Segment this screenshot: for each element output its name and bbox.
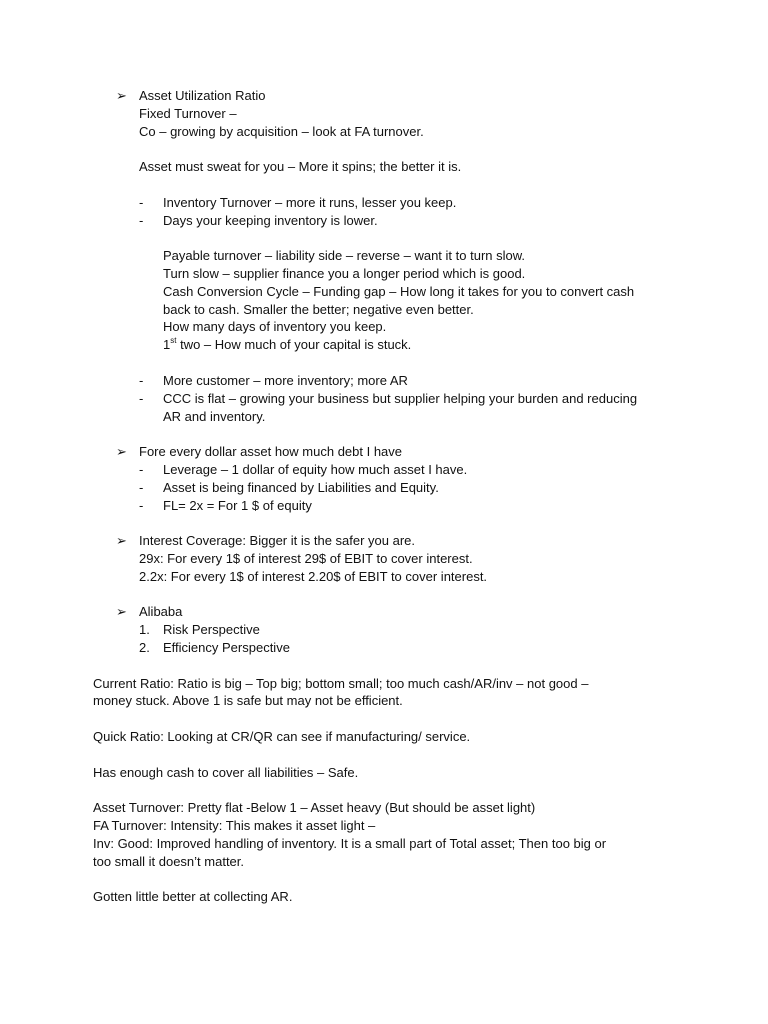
list-item: Days your keeping inventory is lower. [163,213,378,228]
text-line: Cash Conversion Cycle – Funding gap – How long it takes for you to convert cash [163,284,635,299]
dash-bullet: - [139,462,144,477]
list-item: Risk Perspective [163,622,260,637]
list-item: CCC is flat – growing your business but supplier helping your burden and reducing [163,391,638,406]
dash-bullet: - [139,480,144,495]
list-item: Efficiency Perspective [163,640,290,655]
list-item: Inventory Turnover – more it runs, lesser you keep. [163,195,457,210]
section-title-asset-utilization: Asset Utilization Ratio [139,88,266,103]
list-item: Asset is being financed by Liabilities and Equity. [163,480,439,495]
text-line: money stuck. Above 1 is safe but may not be efficient. [93,693,403,708]
arrow-bullet-icon: ➢ [116,533,127,548]
arrow-bullet-icon: ➢ [116,444,127,459]
dash-bullet: - [139,195,144,210]
list-number: 2. [139,640,150,655]
text-line: Quick Ratio: Looking at CR/QR can see if manufacturing/ service. [93,729,471,744]
text-line: How many days of inventory you keep. [163,319,387,334]
arrow-bullet-icon: ➢ [116,604,127,619]
text-line: Asset must sweat for you – More it spins; the better it is. [139,159,462,174]
text-line: 2.2x: For every 1$ of interest 2.20$ of EBIT to cover interest. [139,569,488,584]
section-title-interest-coverage: Interest Coverage: Bigger it is the safer you are. [139,533,416,548]
text-line: Asset Turnover: Pretty flat -Below 1 – Asset heavy (But should be asset light) [93,800,536,815]
list-item: FL= 2x = For 1 $ of equity [163,498,312,513]
list-number: 1. [139,622,150,637]
dash-bullet: - [139,391,144,406]
list-item-continuation: AR and inventory. [163,409,266,424]
text-line: Inv: Good: Improved handling of inventory. It is a small part of Total asset; Then too big or [93,836,607,851]
text-line: Turn slow – supplier finance you a longer period which is good. [163,266,526,281]
text-line: Payable turnover – liability side – reverse – want it to turn slow. [163,248,526,263]
dash-bullet: - [139,213,144,228]
ordinal-number: 1 [163,337,171,352]
section-title-alibaba: Alibaba [139,604,183,619]
section-title-debt: Fore every dollar asset how much debt I have [139,444,403,459]
dash-bullet: - [139,498,144,513]
text-line: Has enough cash to cover all liabilities – Safe. [93,765,359,780]
arrow-bullet-icon: ➢ [116,88,127,103]
text-line: 29x: For every 1$ of interest 29$ of EBIT to cover interest. [139,551,473,566]
ordinal-suffix: st [170,336,177,345]
dash-bullet: - [139,373,144,388]
text-line: Current Ratio: Ratio is big – Top big; bottom small; too much cash/AR/inv – not good – [93,676,589,691]
text-line: FA Turnover: Intensity: This makes it asset light – [93,818,376,833]
text-line [163,336,411,354]
text-line: Co – growing by acquisition – look at FA turnover. [139,124,424,139]
text-line: Gotten little better at collecting AR. [93,889,293,904]
text-line: back to cash. Smaller the better; negative even better. [163,302,474,317]
list-item: Leverage – 1 dollar of equity how much asset I have. [163,462,468,477]
list-item: More customer – more inventory; more AR [163,373,408,388]
text-rest: two – How much of your capital is stuck. [176,337,412,352]
text-line: Fixed Turnover – [139,106,237,121]
text-line: too small it doesn’t matter. [93,854,245,869]
